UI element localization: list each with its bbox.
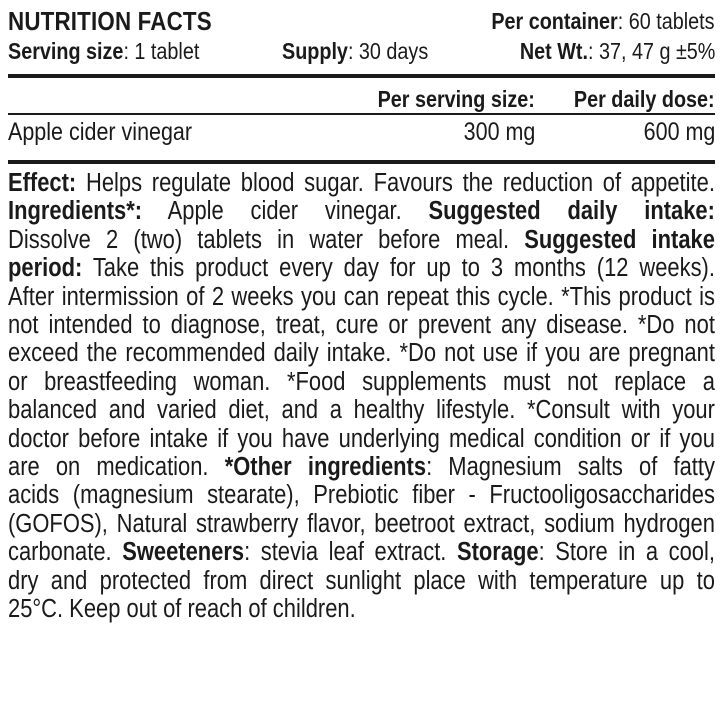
serving-size-label: Serving size [8, 38, 124, 64]
period-label: Suggested intake [524, 225, 715, 254]
ingredients-label: Ingredients*: [8, 197, 143, 226]
text-line: doctor before intake if you have underlying medical condition or if you [8, 424, 715, 453]
per-container-value: : 60 tablets [618, 8, 715, 34]
serving-size [8, 38, 199, 65]
label-title: NUTRITION FACTS [8, 6, 212, 36]
supply-value: : 30 days [347, 38, 429, 64]
storage-label: Storage [456, 538, 539, 567]
text-line [8, 453, 715, 481]
text-line: balanced and varied diet, and a healthy lifestyle. *Consult with your [8, 396, 715, 425]
other-ingredients-text: : Magnesium salts of fatty [426, 453, 715, 482]
supply-label: Supply [282, 38, 348, 64]
net-weight-label: Net Wt. [519, 38, 588, 64]
ingredient-name: Apple cider vinegar [8, 118, 193, 146]
divider-thick-bottom [8, 160, 715, 164]
carbonate-text: carbonate. [8, 538, 112, 567]
intake-text: Dissolve 2 (two) tablets in water before meal. [8, 225, 510, 254]
text-line: not intended to diagnose, treat, cure or prevent any disease. *Do not [8, 311, 715, 340]
table-row [8, 118, 715, 148]
net-weight [519, 38, 715, 65]
other-ingredients-label: *Other ingredients [224, 453, 427, 482]
per-container-label: Per container [491, 8, 619, 34]
text-line: acids (magnesium stearate), Prebiotic fiber - Fructooligosaccharides [8, 481, 715, 510]
text-line: or breastfeeding woman. *Food supplements must not replace a [8, 367, 715, 396]
per-daily-value: 600 mg [643, 118, 715, 146]
text-line: (GOFOS), Natural strawberry flavor, beetroot extract, sodium hydrogen [8, 509, 715, 538]
sweeteners-label: Sweeteners [122, 538, 245, 567]
text-line [8, 197, 715, 225]
storage-text: : Store in a cool, [538, 538, 715, 567]
text-line [8, 169, 715, 197]
col-per-daily: Per daily dose: [574, 86, 715, 112]
label-header [8, 6, 715, 34]
label-text [8, 169, 715, 624]
period-text: Take this product every day for up to 3 months (12 weeks). [92, 254, 715, 283]
ingredients-text: Apple cider vinegar. [167, 197, 402, 226]
period-label-cont: period: [8, 254, 83, 283]
intake-label: Suggested daily intake: [428, 197, 715, 226]
serving-size-value: : 1 tablet [123, 38, 200, 64]
divider-thick-top [8, 74, 715, 78]
effect-label: Effect: [8, 169, 77, 197]
text-line: exceed the recommended daily intake. *Do not use if you are pregnant [8, 339, 715, 368]
text-line: dry and protected from direct sunlight place with temperature up to [8, 566, 715, 595]
serving-info [8, 38, 715, 66]
text-line [8, 254, 715, 282]
text-line [8, 538, 715, 566]
effect-text: Helps regulate blood sugar. Favours the reduction of appetite. [85, 169, 715, 197]
col-per-serving: Per serving size: [377, 86, 535, 112]
text-line: After intermission of 2 weeks you can repeat this cycle. *This product is [8, 282, 715, 311]
text-line [8, 226, 715, 254]
divider-thin [8, 113, 715, 115]
medication-text: are on medication. [8, 453, 209, 482]
net-weight-value: : 37, 47 g ±5% [587, 38, 715, 64]
supply [282, 38, 428, 65]
per-container [492, 8, 715, 35]
per-serving-value: 300 mg [463, 118, 535, 146]
text-line: 25°C. Keep out of reach of children. [8, 595, 356, 624]
sweeteners-text: : stevia leaf extract. [244, 538, 447, 567]
table-header [8, 86, 715, 112]
